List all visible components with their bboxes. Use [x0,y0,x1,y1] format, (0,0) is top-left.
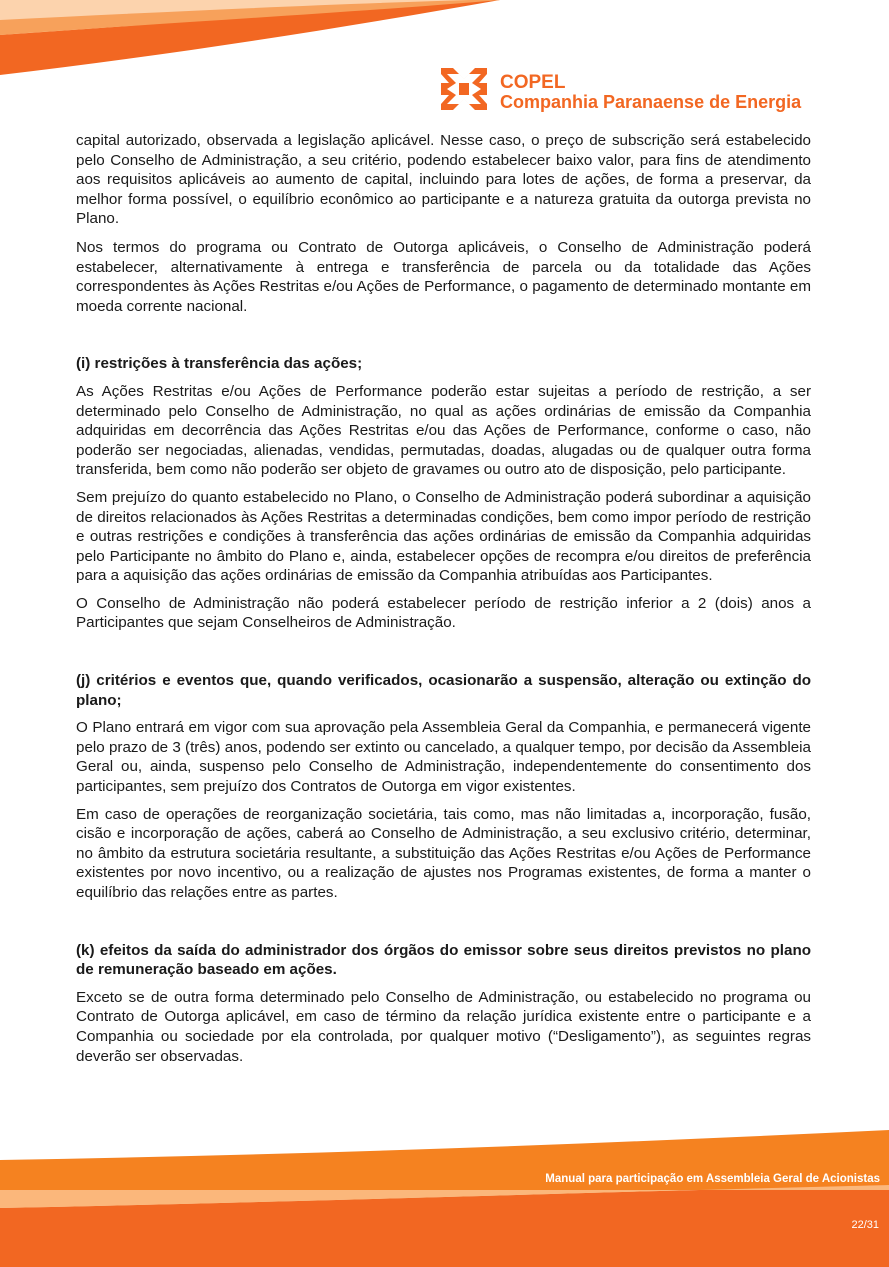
brand [500,73,801,112]
page-number: 22/31 [851,1219,879,1231]
brand-name: COPEL [500,72,566,93]
paragraph-desligamento: Exceto se de outra forma determinado pelo Conselho de Administração, ou estabelecido no programa ou Contrato de Outorga aplicável, em caso de término da relação jurídica existente entre o participante e a Companhia ou sociedade por ela controlada, por qualquer motivo (“Desligamento”), as seguintes regras deverão ser observadas. [76,988,811,1065]
paragraph-restricao: As Ações Restritas e/ou Ações de Performance poderão estar sujeitas a período de restrição, a ser determinado pelo Conselho de Administração, no qual as ações ordinárias de emissão da Companhia adquiridas em decorrência das Ações Restritas e/ou das Ações de Performance, conforme o caso, não poderão ser negociadas, alienadas, vendidas, permutadas, doadas, alugadas ou de qualquer outra forma transferida, bem como não poderão ser objeto de gravames ou outro ato de disposição, pelo participante. [76,382,811,479]
section-heading-i: (i) restrições à transferência das ações; [76,355,363,373]
paragraph-pagamento: Nos termos do programa ou Contrato de Outorga aplicáveis, o Conselho de Administração poderá estabelecer, alternativamente à entrega e transferência de parcela ou da totalidade das Ações correspondentes às Ações Restritas e/ou Ações de Performance, o pagamento de determinado montante em moeda corrente nacional. [76,238,811,315]
copel-logo-icon [439,66,489,112]
section-heading-k: (k) efeitos da saída do administrador dos órgãos do emissor sobre seus direitos previstos no plano de remuneração baseado em ações. [76,941,811,979]
footer-band [0,1130,889,1267]
brand-full-name: Companhia Paranaense de Energia [500,92,802,112]
paragraph-sem-prejuizo: Sem prejuízo do quanto estabelecido no Plano, o Conselho de Administração poderá subordinar a aquisição de direitos relacionados às Ações Restritas a determinadas condições, bem como impor período de restrição e outras restrições e condições à transferência das ações ordinárias de emissão da Companhia adquiridas pelo Participante no âmbito do Plano e, ainda, estabelecer opções de recompra e/ou direitos de preferência para a aquisição das ações ordinárias de emissão da Companhia atribuídas aos Participantes. [76,488,811,585]
footer-title: Manual para participação em Assembleia Geral de Acionistas [545,1173,880,1185]
section-heading-j: (j) critérios e eventos que, quando verificados, ocasionarão a suspensão, alteração ou extinção do plano; [76,672,811,709]
paragraph-conselheiros: O Conselho de Administração não poderá estabelecer período de restrição inferior a 2 (dois) anos a Participantes que sejam Conselheiros de Administração. [76,594,811,632]
document-body [76,131,811,1066]
paragraph-vigor: O Plano entrará em vigor com sua aprovação pela Assembleia Geral da Companhia, e permanecerá vigente pelo prazo de 3 (três) anos, podendo ser extinto ou cancelado, a qualquer tempo, por decisão da Assembleia Geral ou, ainda, suspenso pelo Conselho de Administração, independentemente do consentimento dos participantes, sem prejuízo dos Contratos de Outorga em vigor existentes. [76,719,811,796]
paragraph-reorganizacao: Em caso de operações de reorganização societária, tais como, mas não limitadas a, incorporação, fusão, cisão e incorporação de ações, caberá ao Conselho de Administração, a seu exclusivo critério, determinar, no âmbito da estrutura societária resultante, a substituição das Ações Restritas e/ou Ações de Performance existentes por novo incentivo, ou a realização de ajustes nos Programas existentes, de forma a manter o equilíbrio das relações entre as partes. [76,805,811,901]
paragraph-capital: capital autorizado, observada a legislação aplicável. Nesse caso, o preço de subscrição será estabelecido pelo Conselho de Administração, a seu critério, podendo estabelecer baixo valor, para fins de atendimento aos requisitos aplicáveis ao aumento de capital, incluindo para lotes de ações, de forma a preservar, da melhor forma possível, o equilíbrio econômico ao participante e a natureza gratuita da outorga prevista no Plano. [76,132,811,228]
